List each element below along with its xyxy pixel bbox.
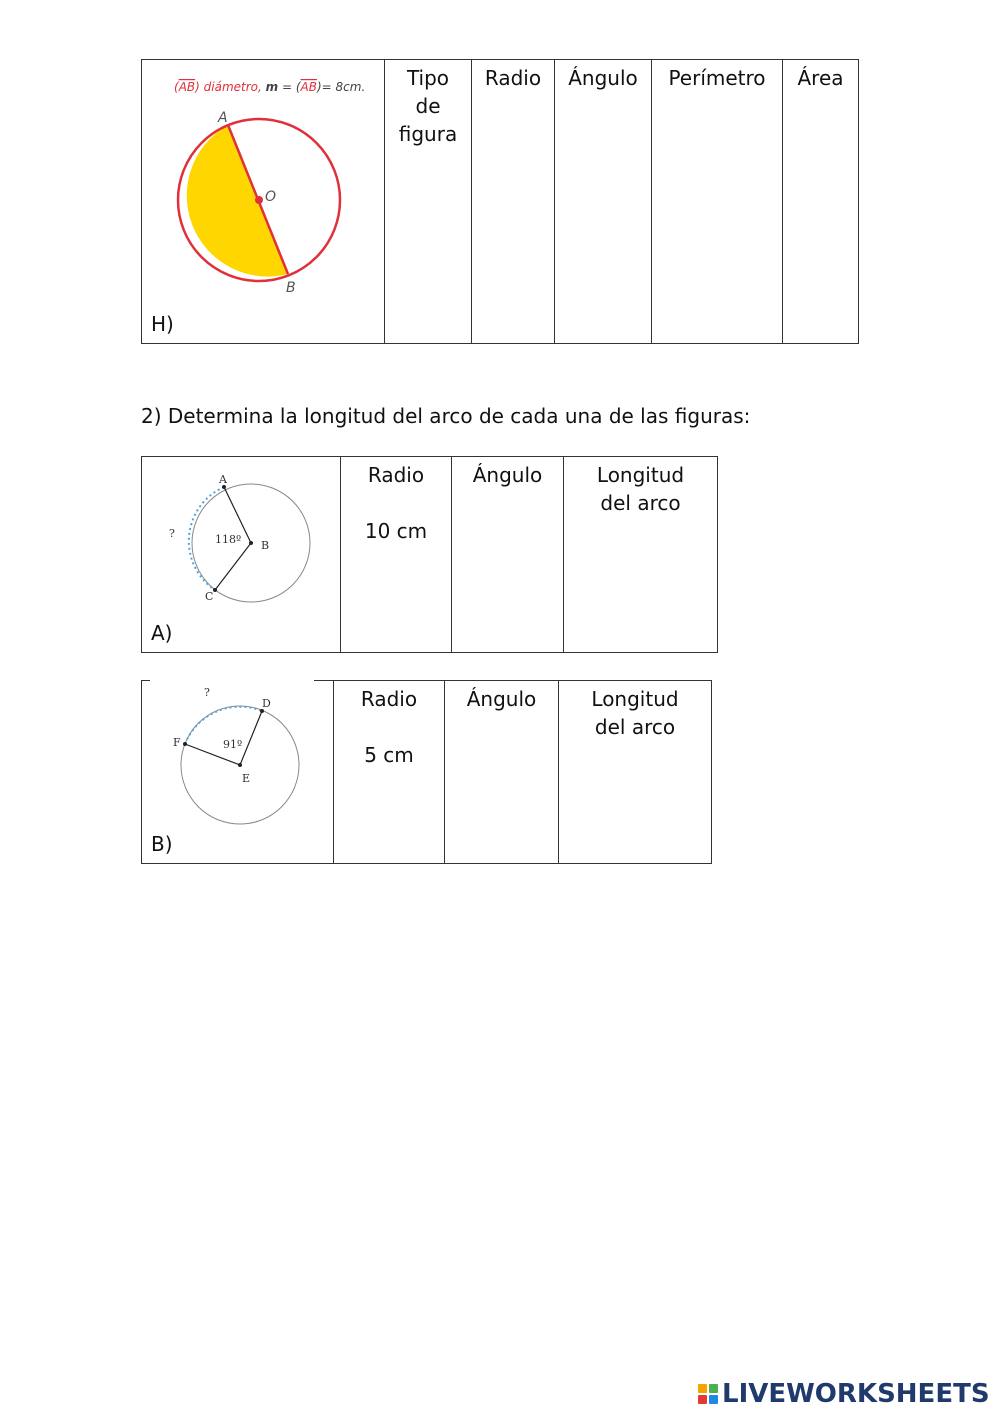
point-a-label: A — [218, 110, 228, 126]
header-radio: Radio — [360, 687, 418, 711]
figure-label-b: B) — [151, 832, 173, 856]
point-a-label: A — [219, 473, 227, 486]
table-b — [141, 680, 712, 864]
radio-cell-a — [341, 457, 452, 653]
angle-label: 118º — [215, 533, 242, 546]
header-area: Área — [783, 60, 859, 344]
angle-label: 91º — [223, 738, 243, 751]
center-o-label: O — [265, 189, 277, 205]
liveworksheets-logo-icon — [698, 1384, 718, 1404]
question-mark: ? — [169, 527, 175, 540]
question-mark: ? — [204, 686, 210, 699]
table-h — [141, 59, 859, 344]
point-e-dot — [238, 763, 242, 767]
point-b-label: B — [286, 280, 296, 296]
point-f-label: F — [173, 736, 181, 749]
header-tipo-de-figura: Tipo de figura — [385, 60, 472, 344]
header-radio: Radio — [472, 60, 555, 344]
radio-cell-b — [334, 681, 445, 864]
logo-text: LIVEWORKSHEETS — [722, 1379, 990, 1409]
point-f-dot — [183, 742, 187, 746]
header-longitud-del-arco: Longitud del arco — [591, 687, 679, 739]
figure-cell-b — [142, 681, 334, 864]
point-b-dot — [249, 541, 253, 545]
figure-label-a: A) — [151, 621, 173, 645]
longitud-cell-b[interactable] — [559, 681, 712, 864]
figure-cell-a — [142, 457, 341, 653]
semicircle-figure — [142, 60, 385, 344]
radio-value: 10 cm — [364, 519, 428, 543]
header-longitud-del-arco: Longitud del arco — [596, 463, 685, 515]
radius-bc — [215, 543, 251, 590]
angulo-cell-b[interactable] — [445, 681, 559, 864]
center-point — [255, 196, 263, 204]
header-angulo: Ángulo — [472, 463, 543, 487]
figure-cell-h — [142, 60, 385, 344]
header-perimetro: Perímetro — [652, 60, 783, 344]
figure-caption: (AB) diámetro, m = (AB)= 8cm. — [174, 80, 366, 94]
longitud-cell-a[interactable] — [564, 457, 718, 653]
header-angulo: Ángulo — [466, 687, 537, 711]
point-c-label: C — [205, 590, 214, 603]
header-radio: Radio — [367, 463, 425, 487]
radius-ed — [240, 711, 262, 765]
header-angulo: Ángulo — [555, 60, 652, 344]
point-d-label: D — [262, 697, 271, 710]
liveworksheets-logo[interactable] — [698, 1380, 998, 1408]
figure-label-h: H) — [151, 312, 174, 336]
point-c-dot — [213, 588, 217, 592]
radio-value: 5 cm — [364, 743, 414, 767]
point-e-label: E — [242, 772, 251, 785]
table-a — [141, 456, 718, 653]
question-2: 2) Determina la longitud del arco de cada una de las figuras: — [141, 404, 751, 428]
angulo-cell-a[interactable] — [452, 457, 564, 653]
point-b-label: B — [261, 539, 270, 552]
